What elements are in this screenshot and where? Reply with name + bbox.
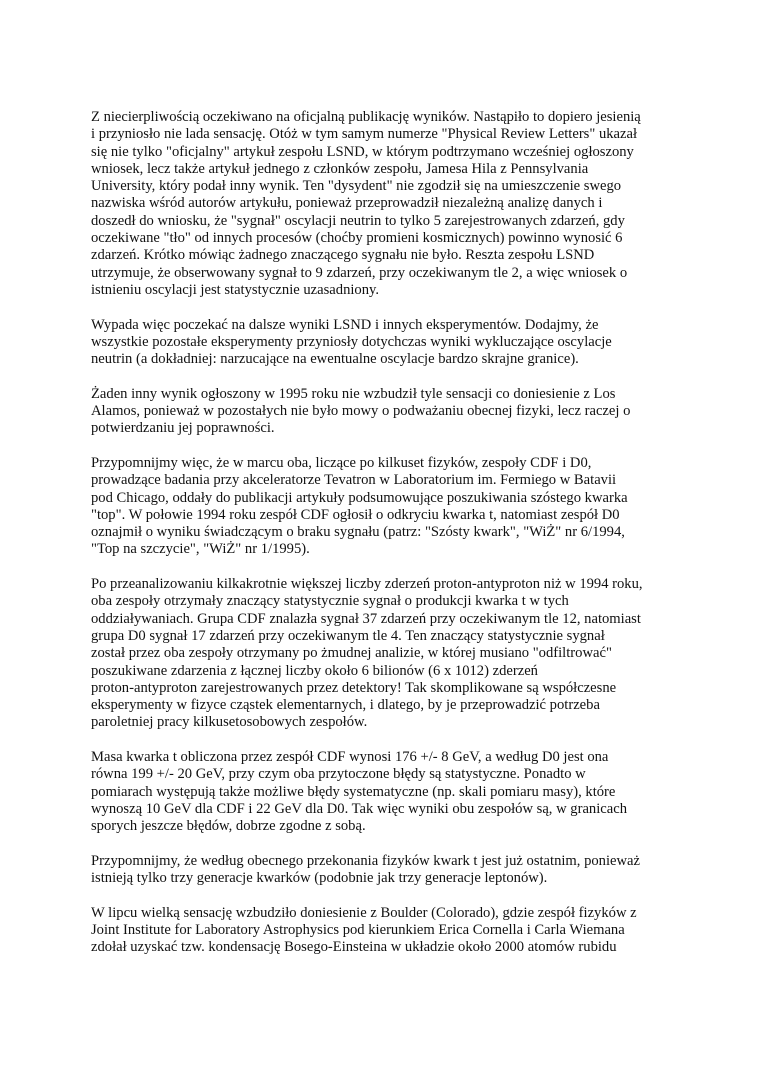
- text-line: poszukiwane zdarzenia z łącznej liczby około 6 bilionów (6 x 1012) zderzeń: [91, 662, 538, 679]
- text-line: oczekiwane "tło" od innych procesów (choćby promieni kosmicznych) powinno wynosić 6: [91, 230, 623, 247]
- text-line: równa 199 +/- 20 GeV, przy czym oba przytoczone błędy są statystyczne. Ponadto w: [91, 766, 586, 783]
- text-line: Joint Institute for Laboratory Astrophysics pod kierunkiem Erica Cornella i Carla Wiemana: [91, 921, 625, 938]
- text-line: Po przeanalizowaniu kilkakrotnie większej liczby zderzeń proton-antyproton niż w 1994 roku,: [91, 576, 643, 593]
- paragraph-los-alamos: [91, 386, 676, 438]
- text-line: się nie tylko "oficjalny" artykuł zespołu LSND, w którym podtrzymano wcześniej ogłoszony: [91, 143, 634, 160]
- text-line: eksperymenty w fizyce cząstek elementarnych, i dlatego, by je przeprowadzić potrzeba: [91, 697, 600, 714]
- text-line: doszedł do wniosku, że "sygnał" oscylacji neutrin to tylko 5 zarejestrowanych zdarzeń, gdy: [91, 212, 625, 229]
- text-line: neutrin (a dokładniej: narzucające na ewentualne oscylacje bardzo skrajne granice).: [91, 351, 579, 368]
- text-line: utrzymuje, że obserwowany sygnał to 9 zdarzeń, przy oczekiwanym tle 2, a więc wniosek o: [91, 264, 628, 281]
- paragraph-lsnd-publication: [91, 109, 676, 299]
- text-line: Żaden inny wynik ogłoszony w 1995 roku nie wzbudził tyle sensacji co doniesienie z Los: [91, 385, 616, 402]
- text-line: Wypada więc poczekać na dalsze wyniki LSND i innych eksperymentów. Dodajmy, że: [91, 316, 599, 333]
- paragraph-boulder: [91, 905, 676, 957]
- text-line: paroletniej pracy kilkusetosobowych zespołów.: [91, 714, 368, 731]
- paragraph-waiting-results: [91, 317, 676, 369]
- text-line: i przyniosło nie lada sensację. Otóż w tym samym numerze "Physical Review Letters" ukazał: [91, 126, 638, 143]
- paragraph-cdf-d0: [91, 455, 676, 559]
- text-line: Przypomnijmy więc, że w marcu oba, liczące po kilkuset fizyków, zespoły CDF i D0,: [91, 454, 592, 471]
- paragraph-proton-antiproton: [91, 576, 676, 732]
- text-line: wynoszą 10 GeV dla CDF i 22 GeV dla D0. Tak więc wyniki obu zespołów są, w granicach: [91, 800, 628, 817]
- text-line: został przez oba zespoły otrzymany po żmudnej analizie, w której musiano "odfiltrować": [91, 645, 612, 662]
- text-line: proton-antyproton zarejestrowanych przez detektory! Tak skomplikowane są współczesne: [91, 679, 617, 696]
- text-line: W lipcu wielką sensację wzbudziło doniesienie z Boulder (Colorado), gdzie zespół fizyków z: [91, 904, 637, 921]
- text-line: "Top na szczycie", "WiŻ" nr 1/1995).: [91, 541, 310, 558]
- paragraph-top-quark-mass: [91, 749, 676, 835]
- text-line: sporych jeszcze błędów, dobrze zgodne z sobą.: [91, 818, 366, 835]
- text-line: potwierdzaniu jej poprawności.: [91, 420, 275, 437]
- article-body: [91, 109, 676, 974]
- text-line: prowadzące badania przy akceleratorze Tevatron w Laboratorium im. Fermiego w Batavii: [91, 472, 617, 489]
- text-line: University, który podał inny wynik. Ten "dysydent" nie zgodził się na umieszczenie swego: [91, 178, 622, 195]
- text-line: Masa kwarka t obliczona przez zespół CDF wynosi 176 +/- 8 GeV, a według D0 jest ona: [91, 748, 609, 765]
- text-line: nazwiska wśród autorów artykułu, ponieważ przeprowadził niezależną analizę danych i: [91, 195, 603, 212]
- paragraph-quark-generations: [91, 853, 676, 888]
- text-line: zdarzeń. Krótko mówiąc żadnego znaczącego sygnału nie było. Reszta zespołu LSND: [91, 247, 595, 264]
- text-line: oddziaływaniach. Grupa CDF znalazła sygnał 37 zdarzeń przy oczekiwanym tle 12, natomiast: [91, 610, 641, 627]
- text-line: Z niecierpliwością oczekiwano na oficjalną publikację wyników. Nastąpiło to dopiero jesienią: [91, 109, 641, 125]
- text-line: Alamos, ponieważ w pozostałych nie było mowy o podważaniu obecnej fizyki, lecz raczej o: [91, 403, 631, 420]
- text-line: wszystkie pozostałe eksperymenty przyniosły dotychczas wyniki wykluczające oscylacje: [91, 333, 612, 350]
- text-line: wniosek, lecz także artykuł jednego z członków zespołu, Jamesa Hila z Pennsylvania: [91, 160, 589, 177]
- text-line: Przypomnijmy, że według obecnego przekonania fizyków kwark t jest już ostatnim, ponieważ: [91, 852, 640, 869]
- text-line: oba zespoły otrzymały znaczący statystycznie sygnał o produkcji kwarka t w tych: [91, 593, 569, 610]
- text-line: zdołał uzyskać tzw. kondensację Bosego-Einsteina w układzie około 2000 atomów rubidu: [91, 939, 617, 956]
- text-line: oznajmił o wyniku świadczącym o braku sygnału (patrz: "Szósty kwark", "WiŻ" nr 6/1994,: [91, 524, 625, 541]
- text-line: istnieją tylko trzy generacje kwarków (podobnie jak trzy generacje leptonów).: [91, 870, 548, 887]
- text-line: pod Chicago, oddały do publikacji artykuły podsumowujące poszukiwania szóstego kwarka: [91, 489, 628, 506]
- text-line: grupa D0 sygnał 17 zdarzeń przy oczekiwanym tle 4. Ten znaczący statystycznie sygnał: [91, 627, 605, 644]
- text-line: "top". W połowie 1994 roku zespół CDF ogłosił o odkryciu kwarka t, natomiast zespół D0: [91, 506, 620, 523]
- text-line: istnieniu oscylacji jest statystycznie uzasadniony.: [91, 281, 380, 298]
- text-line: pomiarach występują także możliwe błędy systematyczne (np. skali pomiaru masy), które: [91, 783, 616, 800]
